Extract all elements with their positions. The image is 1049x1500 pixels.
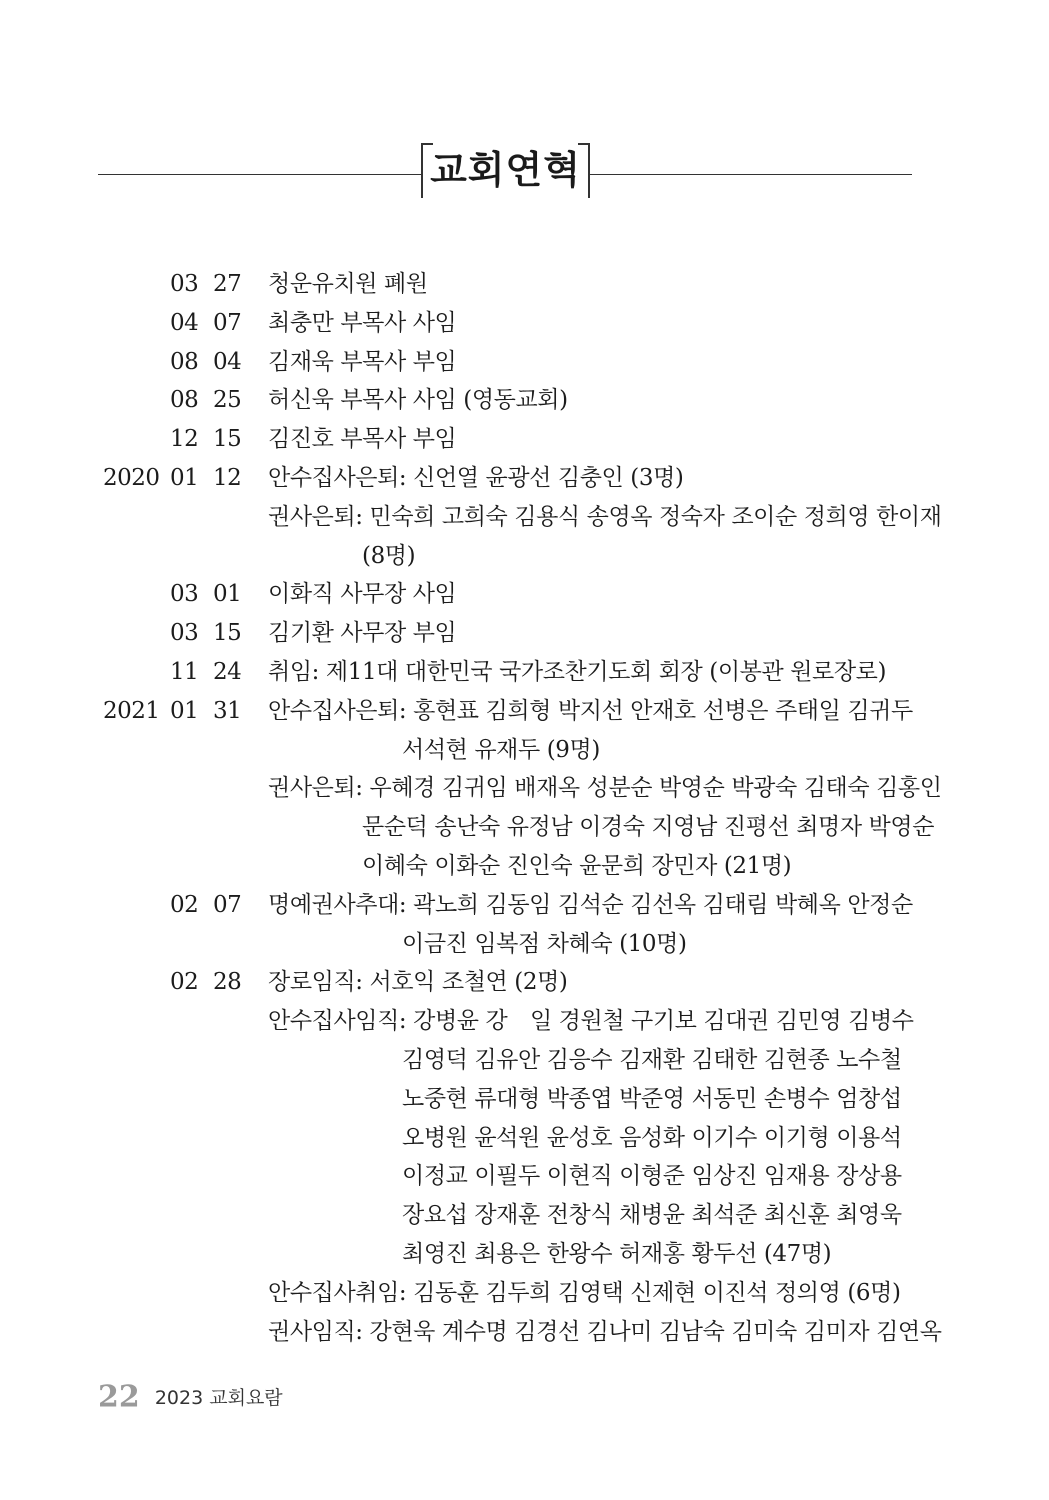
history-entry [0, 963, 1049, 1002]
entry-day: 24 [213, 658, 242, 685]
history-list [0, 265, 1049, 1351]
entry-month: 02 [170, 969, 199, 996]
page-number: 22 [98, 1379, 140, 1415]
history-entry [0, 420, 1049, 459]
entry-text: 취임: 제11대 대한민국 국가조찬기도회 회장 (이봉관 원로장로) [268, 658, 887, 685]
history-entry [0, 653, 1049, 692]
history-entry [0, 1002, 1049, 1041]
entry-text: 청운유치원 폐원 [268, 271, 428, 297]
entry-month: 03 [170, 581, 199, 608]
history-entry [0, 265, 1049, 304]
page-title: 교회연혁 [430, 148, 581, 192]
history-entry [0, 1274, 1049, 1313]
entry-text: 안수집사은퇴: 홍현표 김희형 박지선 안재호 선병은 주태일 김귀두 [268, 697, 913, 724]
header-rule-right [590, 174, 912, 175]
history-entry [0, 731, 1049, 770]
history-entry [0, 614, 1049, 653]
page-footer [98, 1377, 283, 1417]
entry-month: 01 [170, 464, 199, 491]
entry-month: 01 [170, 697, 199, 724]
entry-month: 11 [170, 658, 199, 685]
entry-day: 07 [213, 309, 242, 336]
entry-text: 오병원 윤석원 윤성호 음성화 이기수 이기형 이용석 [402, 1124, 902, 1151]
history-entry [0, 692, 1049, 731]
history-entry [0, 769, 1049, 808]
history-entry [0, 1235, 1049, 1274]
entry-year: 2021 [103, 697, 160, 724]
entry-month: 12 [170, 426, 199, 453]
entry-month: 04 [170, 309, 199, 336]
entry-text: 장요섭 장재훈 전창식 채병윤 최석준 최신훈 최영욱 [402, 1202, 902, 1229]
entry-year: 2020 [103, 464, 160, 491]
entry-text: 문순덕 송난숙 유정남 이경숙 지영남 진평선 최명자 박영순 [362, 814, 935, 841]
history-entry [0, 1041, 1049, 1080]
history-entry [0, 498, 1049, 537]
entry-text: 이금진 임복점 차혜숙 (10명) [402, 930, 687, 957]
entry-text: 서석현 유재두 (9명) [402, 736, 600, 763]
history-entry [0, 808, 1049, 847]
entry-day: 15 [213, 620, 242, 647]
entry-text: 허신욱 부목사 사임 (영동교회) [268, 387, 568, 414]
entry-text: 노중현 류대형 박종엽 박준영 서동민 손병수 엄창섭 [402, 1085, 902, 1112]
entry-month: 02 [170, 891, 199, 918]
entry-day: 15 [213, 426, 242, 453]
history-entry [0, 575, 1049, 614]
entry-text: 권사은퇴: 우혜경 김귀임 배재옥 성분순 박영순 박광숙 김태숙 김홍인 [268, 775, 942, 802]
history-entry [0, 304, 1049, 343]
entry-month: 03 [170, 620, 199, 647]
entry-text: 김진호 부목사 부임 [268, 426, 457, 453]
entry-text: 안수집사취임: 김동훈 김두희 김영택 신제현 이진석 정의영 (6명) [268, 1279, 901, 1306]
history-entry [0, 1080, 1049, 1119]
entry-text: 안수집사은퇴: 신언열 윤광선 김충인 (3명) [268, 464, 684, 491]
history-entry [0, 537, 1049, 576]
entry-text: 장로임직: 서호익 조철연 (2명) [268, 969, 568, 996]
entry-text: 이정교 이필두 이현직 이형준 임상진 임재용 장상용 [402, 1163, 902, 1190]
entry-day: 04 [213, 348, 242, 375]
entry-day: 31 [213, 697, 242, 724]
entry-text: 이화직 사무장 사임 [268, 581, 457, 608]
entry-text: 권사은퇴: 민숙희 고희숙 김용식 송영옥 정숙자 조이순 정희영 한이재 [268, 503, 942, 530]
entry-month: 08 [170, 387, 199, 414]
entry-text: 김기환 사무장 부임 [268, 620, 457, 647]
history-entry [0, 343, 1049, 382]
history-entry [0, 1119, 1049, 1158]
entry-day: 27 [213, 271, 242, 297]
history-entry [0, 381, 1049, 420]
entry-text: 권사임직: 강현욱 계수명 김경선 김나미 김남숙 김미숙 김미자 김연옥 [268, 1318, 942, 1345]
history-entry [0, 886, 1049, 925]
entry-month: 03 [170, 271, 199, 297]
entry-text: 최영진 최용은 한왕수 허재홍 황두선 (47명) [402, 1240, 832, 1267]
book-title: 2023 교회요람 [154, 1386, 283, 1409]
history-entry [0, 1313, 1049, 1352]
header-rule-left [98, 174, 421, 175]
entry-text: 김영덕 김유안 김응수 김재환 김태한 김현종 노수철 [402, 1046, 902, 1073]
entry-text: 안수집사임직: 강병윤 강 일 경원철 구기보 김대권 김민영 김병수 [268, 1008, 914, 1035]
entry-day: 01 [213, 581, 242, 608]
history-entry [0, 459, 1049, 498]
entry-month: 08 [170, 348, 199, 375]
history-entry [0, 847, 1049, 886]
entry-day: 28 [213, 969, 242, 996]
history-entry [0, 1196, 1049, 1235]
entry-text: 최충만 부목사 사임 [268, 309, 457, 336]
entry-day: 25 [213, 387, 242, 414]
history-entry [0, 925, 1049, 964]
entry-day: 12 [213, 464, 242, 491]
entry-text: (8명) [362, 542, 416, 569]
entry-text: 이혜숙 이화순 진인숙 윤문희 장민자 (21명) [362, 852, 792, 879]
history-entry [0, 1157, 1049, 1196]
entry-day: 07 [213, 891, 242, 918]
entry-text: 김재욱 부목사 부임 [268, 348, 457, 375]
entry-text: 명예권사추대: 곽노희 김동임 김석순 김선옥 김태림 박혜옥 안정순 [268, 891, 913, 918]
